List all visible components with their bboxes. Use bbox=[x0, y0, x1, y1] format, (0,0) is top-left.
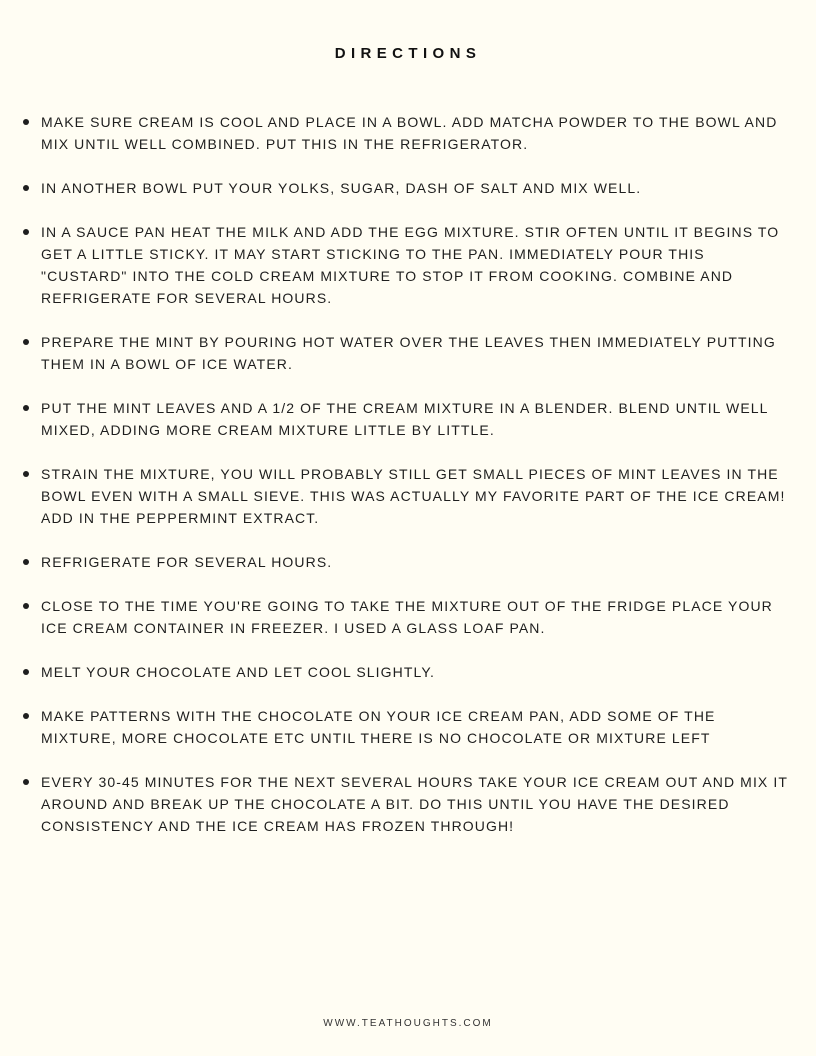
direction-step bbox=[0, 771, 816, 837]
bullet-icon bbox=[23, 119, 29, 125]
bullet-icon bbox=[23, 229, 29, 235]
footer-website: WWW.TEATHOUGHTS.COM bbox=[323, 1018, 493, 1029]
direction-step bbox=[0, 661, 816, 683]
bullet-icon bbox=[23, 713, 29, 719]
direction-step-text: MELT YOUR CHOCOLATE AND LET COOL SLIGHTLY. bbox=[41, 664, 435, 680]
bullet-icon bbox=[23, 779, 29, 785]
direction-step bbox=[0, 705, 816, 749]
bullet-icon bbox=[23, 185, 29, 191]
bullet-icon bbox=[23, 339, 29, 345]
direction-step bbox=[0, 177, 816, 199]
direction-step-text: MAKE SURE CREAM IS COOL AND PLACE IN A BOWL. ADD MATCHA POWDER TO THE BOWL AND MIX UNTIL WELL COMBINED. PUT THIS IN THE REFRIGERATOR. bbox=[41, 114, 778, 152]
direction-step bbox=[0, 551, 816, 573]
bullet-icon bbox=[23, 471, 29, 477]
direction-step bbox=[0, 595, 816, 639]
page-title: DIRECTIONS bbox=[334, 45, 482, 62]
direction-step-text: REFRIGERATE FOR SEVERAL HOURS. bbox=[41, 554, 333, 570]
bullet-icon bbox=[23, 603, 29, 609]
direction-step-text: MAKE PATTERNS WITH THE CHOCOLATE ON YOUR ICE CREAM PAN, ADD SOME OF THE MIXTURE, MORE CHOCOLATE ETC UNTIL THERE IS NO CHOCOLATE OR MIXTURE LEFT bbox=[41, 708, 716, 746]
bullet-icon bbox=[23, 559, 29, 565]
direction-step bbox=[0, 463, 816, 529]
direction-step bbox=[0, 221, 816, 309]
direction-step-text: PUT THE MINT LEAVES AND A 1/2 OF THE CREAM MIXTURE IN A BLENDER. BLEND UNTIL WELL MIXED, ADDING MORE CREAM MIXTURE LITTLE BY LITTLE. bbox=[41, 400, 769, 438]
direction-step-text: STRAIN THE MIXTURE, YOU WILL PROBABLY STILL GET SMALL PIECES OF MINT LEAVES IN THE BOWL EVEN WITH A SMALL SIEVE. THIS WAS ACTUALLY MY FAVORITE PART OF THE ICE CREAM! ADD IN THE PEPPERMINT EXTRACT. bbox=[41, 466, 786, 526]
direction-step-text: EVERY 30-45 MINUTES FOR THE NEXT SEVERAL HOURS TAKE YOUR ICE CREAM OUT AND MIX IT AROUND AND BREAK UP THE CHOCOLATE A BIT. DO THIS UNTIL YOU HAVE THE DESIRED CONSISTENCY AND THE ICE CREAM HAS FROZEN THROUGH! bbox=[41, 774, 788, 834]
direction-step-text: IN A SAUCE PAN HEAT THE MILK AND ADD THE EGG MIXTURE. STIR OFTEN UNTIL IT BEGINS TO GET A LITTLE STICKY. IT MAY START STICKING TO THE PAN. IMMEDIATELY POUR THIS "CUSTARD" INTO THE COLD CREAM MIXTURE TO STOP IT FROM COOKING. COMBINE AND REFRIGERATE FOR SEVERAL HOURS. bbox=[41, 224, 780, 306]
direction-step bbox=[0, 111, 816, 155]
directions-list bbox=[0, 111, 816, 859]
direction-step-text: CLOSE TO THE TIME YOU'RE GOING TO TAKE THE MIXTURE OUT OF THE FRIDGE PLACE YOUR ICE CREAM CONTAINER IN FREEZER. I USED A GLASS LOAF PAN. bbox=[41, 598, 773, 636]
direction-step bbox=[0, 397, 816, 441]
bullet-icon bbox=[23, 405, 29, 411]
direction-step-text: IN ANOTHER BOWL PUT YOUR YOLKS, SUGAR, DASH OF SALT AND MIX WELL. bbox=[41, 180, 642, 196]
direction-step-text: PREPARE THE MINT BY POURING HOT WATER OVER THE LEAVES THEN IMMEDIATELY PUTTING THEM IN A BOWL OF ICE WATER. bbox=[41, 334, 776, 372]
direction-step bbox=[0, 331, 816, 375]
bullet-icon bbox=[23, 669, 29, 675]
